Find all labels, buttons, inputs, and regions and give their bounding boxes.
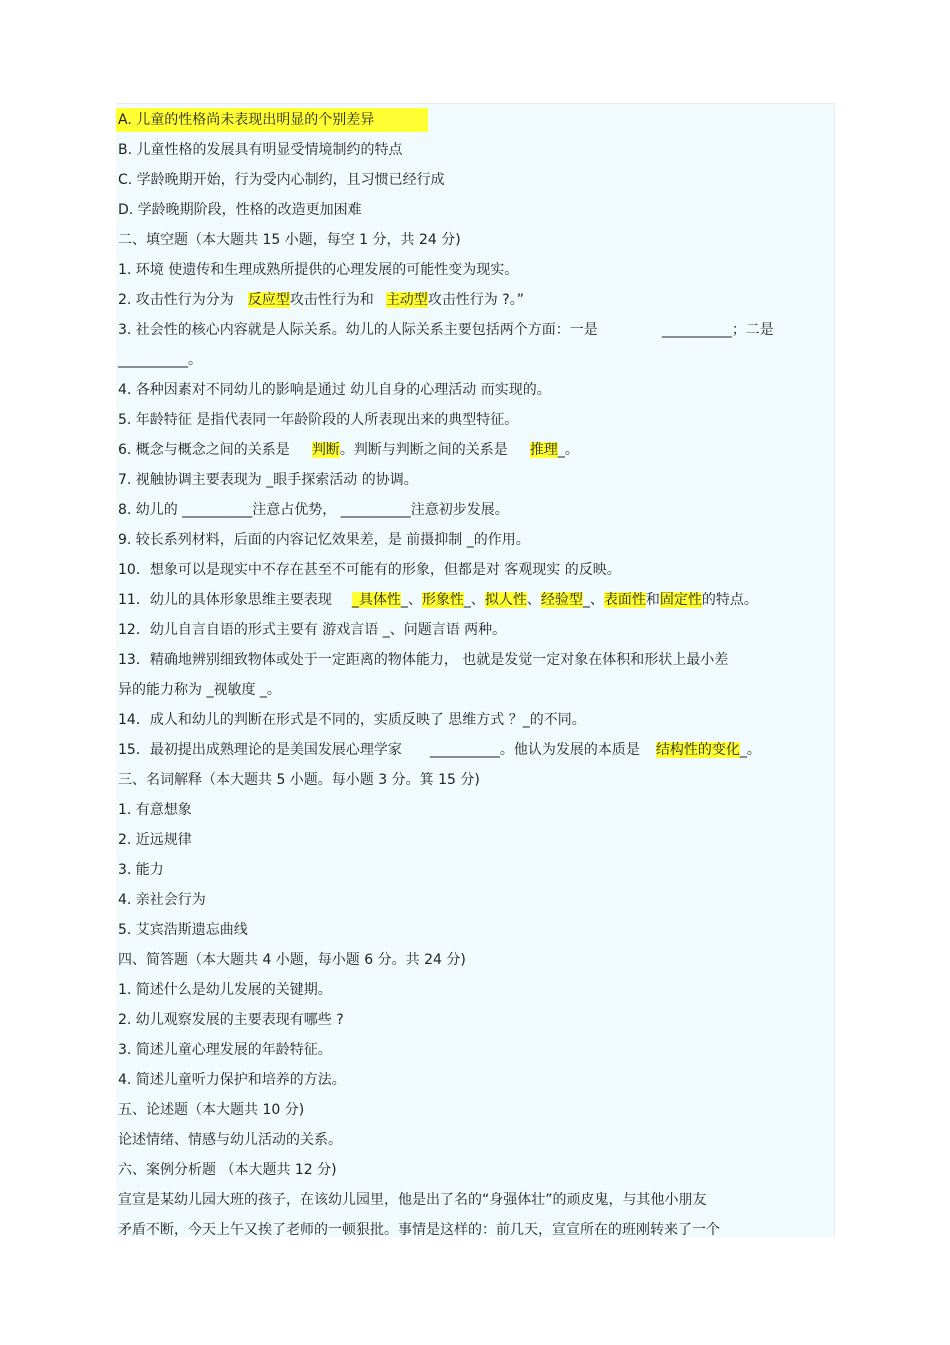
q11-sep-2: _、 [463,592,485,608]
question-14: 14．成人和幼儿的判断在形式是不同的，实质反映了 思维方式 ？_的不同。 [118,712,586,728]
section-heading-terms: 三、名词解释（本大题共 5 小题。每小题 3 分。箕 15 分) [118,772,480,788]
q2-answer-1: 反应型 [247,292,290,308]
question-1: 1. 环境 使遗传和生理成熟所提供的心理发展的可能性变为现实。 [118,262,519,278]
section-heading-case: 六、案例分析题 （本大题共 12 分) [118,1162,337,1178]
question-15 [118,739,761,761]
q11-answer-4: 经验型 [540,592,583,608]
q15-answer: 结构性的变化 [655,742,740,758]
section-heading-essay: 五、论述题（本大题共 10 分) [118,1102,305,1118]
q15-text-d: _。 [739,742,761,758]
question-8: 8. 幼儿的 __________注意占优势， __________注意初步发展。 [118,502,509,518]
option-d: D. 学龄晚期阶段，性格的改造更加困难 [118,202,362,218]
q11-answer-3: 拟人性 [484,592,527,608]
term-item: 4. 亲社会行为 [118,892,206,908]
q11-text-a: 11．幼儿的具体形象思维主要表现 [118,592,332,608]
question-10: 10．想象可以是现实中不存在甚至不可能有的形象，但都是对 客观现实 的反映。 [118,562,621,578]
section-heading-short-answer: 四、简答题（本大题共 4 小题，每小题 6 分。共 24 分) [118,952,466,968]
term-item: 3. 能力 [118,862,164,878]
q11-answer-2: 形象性 [421,592,464,608]
option-b: B. 儿童性格的发展具有明显受情境制约的特点 [118,142,403,158]
option-c: C. 学龄晚期开始，行为受内心制约，且习惯已经行成 [118,172,445,188]
question-3 [118,319,774,341]
question-2 [118,289,524,311]
question-13-cont: 异的能力称为 _视敏度 _。 [118,682,281,698]
question-11 [118,589,758,611]
question-9: 9. 较长系列材料，后面的内容记忆效果差，是 前摄抑制 _的作用。 [118,532,530,548]
short-answer-item: 2. 幼儿观察发展的主要表现有哪些 ? [118,1012,344,1028]
case-text-line: 宣宣是某幼儿园大班的孩子，在该幼儿园里，他是出了名的“身强体壮”的顽皮鬼，与其他小朋友 [118,1192,707,1208]
essay-question: 论述情绪、情感与幼儿活动的关系。 [118,1132,342,1148]
q2-text-a: 2. 攻击性行为分为 [118,292,234,308]
q6-answer-2: 推理 [529,442,558,458]
q2-text-c: 攻击性行为和 [289,292,374,308]
question-7: 7. 视触协调主要表现为 _眼手探索活动 的协调。 [118,472,418,488]
q11-sep-4: _、 [582,592,604,608]
question-12: 12．幼儿自言自语的形式主要有 游戏言语 _、问题言语 两种。 [118,622,507,638]
q6-text-a: 6. 概念与概念之间的关系是 [118,442,290,458]
question-5: 5. 年龄特征 是指代表同一年龄阶段的人所表现出来的典型特征。 [118,412,519,428]
q2-text-e: 攻击性行为 ?。” [427,292,524,308]
q2-answer-2: 主动型 [385,292,428,308]
term-item: 5. 艾宾浩斯遗忘曲线 [118,922,248,938]
q15-text-b: __________。他认为发展的本质是 [429,742,640,758]
question-4: 4. 各种因素对不同幼儿的影响是通过 幼儿自身的心理活动 而实现的。 [118,382,551,398]
short-answer-item: 4. 简述儿童听力保护和培养的方法。 [118,1072,346,1088]
q11-sep-1: _、 [400,592,422,608]
q11-answer-5: 表面性 [603,592,646,608]
term-item: 2. 近远规律 [118,832,192,848]
short-answer-item: 3. 简述儿童心理发展的年龄特征。 [118,1042,332,1058]
q3-text-a: 3. 社会性的核心内容就是人际关系。幼儿的人际关系主要包括两个方面：一是 [118,322,598,338]
q11-text-end: 的特点。 [701,592,758,608]
short-answer-item: 1. 简述什么是幼儿发展的关键期。 [118,982,332,998]
q11-answer-6: 固定性 [659,592,702,608]
section-heading-fill-blank: 二、填空题（本大题共 15 小题，每空 1 分，共 24 分) [118,232,461,248]
q6-text-e: _。 [557,442,579,458]
q11-sep-5: 和 [645,592,660,608]
q11-answer-1: _具体性 [351,592,401,608]
case-text-line: 矛盾不断，今天上午又挨了老师的一顿狠批。事情是这样的：前几天，宣宣所在的班刚转来了一个 [118,1222,720,1238]
q11-sep-3: 、 [526,592,541,608]
q6-text-c: 。判断与判断之间的关系是 [339,442,508,458]
question-6 [118,439,579,461]
question-13: 13．精确地辨别细致物体或处于一定距离的物体能力， 也就是发觉一定对象在体积和形状上最小差 [118,652,729,668]
question-3-cont: __________。 [118,352,202,368]
term-item: 1. 有意想象 [118,802,192,818]
q6-answer-1: 判断 [311,442,340,458]
q15-text-a: 15．最初提出成熟理论的是美国发展心理学家 [118,742,402,758]
option-a: A. 儿童的性格尚未表现出明显的个别差异 [118,112,375,128]
q3-text-b: __________；二是 [661,322,774,338]
